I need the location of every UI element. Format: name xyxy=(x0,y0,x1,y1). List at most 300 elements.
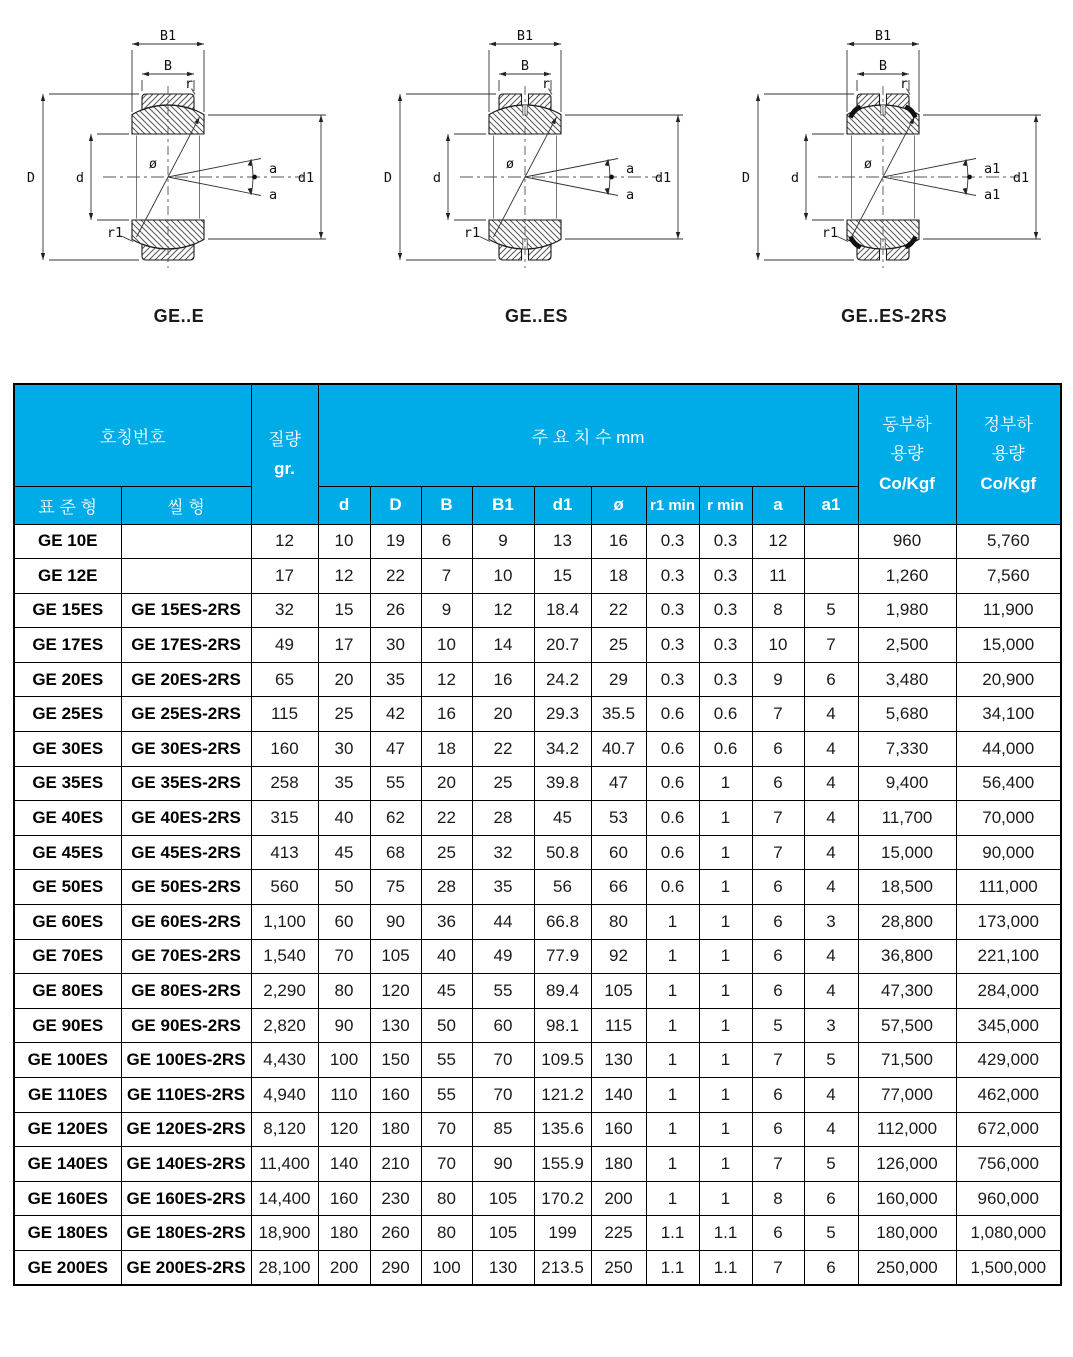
cell-value: 60 xyxy=(318,905,370,940)
cell-value: 66.8 xyxy=(534,905,591,940)
header-mass-kr: 질량 xyxy=(268,429,301,449)
dim-label-r: r xyxy=(184,76,193,92)
cell-value: 199 xyxy=(534,1216,591,1251)
cell-value: 28 xyxy=(421,870,472,905)
cell-standard-type: GE 120ES xyxy=(14,1112,121,1147)
cell-value: 47 xyxy=(370,732,421,767)
cell-value: 40 xyxy=(318,801,370,836)
cell-value: 1,100 xyxy=(251,905,318,940)
cell-value: 28,800 xyxy=(858,905,956,940)
cell-value: 62 xyxy=(370,801,421,836)
cell-value: 56,400 xyxy=(956,766,1061,801)
cell-value: 120 xyxy=(370,974,421,1009)
cell-value: 4 xyxy=(804,1078,858,1113)
cell-value: 75 xyxy=(370,870,421,905)
cell-value: 100 xyxy=(318,1043,370,1078)
cell-value: 32 xyxy=(472,835,534,870)
cell-value: 53 xyxy=(591,801,646,836)
cell-value: 213.5 xyxy=(534,1250,591,1285)
cell-value: 20,900 xyxy=(956,662,1061,697)
cell-value: 1 xyxy=(699,1043,752,1078)
dim-label-D: D xyxy=(384,170,393,186)
dim-label-b: B xyxy=(521,58,530,74)
cell-value: 70 xyxy=(472,1078,534,1113)
cell-standard-type: GE 45ES xyxy=(14,835,121,870)
cell-value: 30 xyxy=(318,732,370,767)
cell-value: 35 xyxy=(472,870,534,905)
cell-value: 0.3 xyxy=(699,628,752,663)
table-row xyxy=(14,732,1061,767)
cell-value: 35 xyxy=(318,766,370,801)
cell-value: 70 xyxy=(421,1147,472,1182)
cell-value: 8,120 xyxy=(251,1112,318,1147)
cell-value: 0.3 xyxy=(646,593,699,628)
table-row xyxy=(14,905,1061,940)
cell-standard-type: GE 12E xyxy=(14,559,121,594)
cell-standard-type: GE 200ES xyxy=(14,1250,121,1285)
cell-seal-type: GE 60ES-2RS xyxy=(121,905,251,940)
cell-value: 0.3 xyxy=(699,662,752,697)
cell-value: 4,940 xyxy=(251,1078,318,1113)
cell-seal-type: GE 180ES-2RS xyxy=(121,1216,251,1251)
col-header-d1: d1 xyxy=(534,486,591,524)
cell-value: 10 xyxy=(752,628,804,663)
cell-value: 462,000 xyxy=(956,1078,1061,1113)
cell-value: 130 xyxy=(472,1250,534,1285)
table-body xyxy=(14,524,1061,1285)
dim-label-angle-lower: a xyxy=(268,187,277,203)
cell-value: 18,500 xyxy=(858,870,956,905)
cell-value: 1,980 xyxy=(858,593,956,628)
cell-value: 260 xyxy=(370,1216,421,1251)
diagram-caption: GE..E xyxy=(153,306,205,326)
cell-value: 7 xyxy=(804,628,858,663)
cell-seal-type xyxy=(121,559,251,594)
cell-value: 12 xyxy=(318,559,370,594)
cell-value: 65 xyxy=(251,662,318,697)
cell-value: 5,680 xyxy=(858,697,956,732)
cell-value: 30 xyxy=(370,628,421,663)
cell-value: 0.3 xyxy=(646,628,699,663)
table-row xyxy=(14,939,1061,974)
cell-value: 112,000 xyxy=(858,1112,956,1147)
header-static-load-unit: Co/Kgf xyxy=(980,474,1037,494)
cell-value: 15,000 xyxy=(858,835,956,870)
cell-value: 960,000 xyxy=(956,1181,1061,1216)
cell-value: 126,000 xyxy=(858,1147,956,1182)
cell-value: 155.9 xyxy=(534,1147,591,1182)
table-row xyxy=(14,1112,1061,1147)
cell-value: 18,900 xyxy=(251,1216,318,1251)
cell-value: 66 xyxy=(591,870,646,905)
table-row xyxy=(14,1216,1061,1251)
header-dynamic-load xyxy=(858,384,956,524)
cell-value xyxy=(804,524,858,559)
cell-value: 1 xyxy=(699,1181,752,1216)
cell-value: 11,400 xyxy=(251,1147,318,1182)
cell-value: 22 xyxy=(370,559,421,594)
cell-value: 60 xyxy=(472,1008,534,1043)
table-row xyxy=(14,662,1061,697)
cell-value: 80 xyxy=(318,974,370,1009)
cell-value: 40 xyxy=(421,939,472,974)
cell-value: 9 xyxy=(421,593,472,628)
cell-value: 672,000 xyxy=(956,1112,1061,1147)
cell-value: 170.2 xyxy=(534,1181,591,1216)
cell-standard-type: GE 20ES xyxy=(14,662,121,697)
cell-value: 180 xyxy=(591,1147,646,1182)
table-row xyxy=(14,1181,1061,1216)
cell-value: 121.2 xyxy=(534,1078,591,1113)
cell-value: 1 xyxy=(646,1078,699,1113)
cell-value: 4 xyxy=(804,697,858,732)
cell-value: 0.6 xyxy=(646,801,699,836)
cell-value: 290 xyxy=(370,1250,421,1285)
cell-value: 0.6 xyxy=(699,732,752,767)
cell-value: 16 xyxy=(591,524,646,559)
cell-value: 110 xyxy=(318,1078,370,1113)
dim-label-angle-upper: a1 xyxy=(984,161,1001,177)
cell-value: 17 xyxy=(251,559,318,594)
cell-seal-type: GE 25ES-2RS xyxy=(121,697,251,732)
cell-standard-type: GE 110ES xyxy=(14,1078,121,1113)
cell-value: 5 xyxy=(752,1008,804,1043)
cell-value: 50.8 xyxy=(534,835,591,870)
cell-value: 18.4 xyxy=(534,593,591,628)
cell-value: 90 xyxy=(472,1147,534,1182)
cell-value: 180 xyxy=(318,1216,370,1251)
cell-value: 15 xyxy=(318,593,370,628)
cell-value: 1 xyxy=(699,801,752,836)
cell-value: 55 xyxy=(472,974,534,1009)
table-row xyxy=(14,1008,1061,1043)
col-header-r1-min: r1 min xyxy=(646,486,699,524)
cell-value: 55 xyxy=(370,766,421,801)
cell-value: 120 xyxy=(318,1112,370,1147)
dim-label-sphere: ø xyxy=(506,156,515,172)
cell-value: 5 xyxy=(804,1216,858,1251)
cell-value: 105 xyxy=(370,939,421,974)
table-row xyxy=(14,1147,1061,1182)
cell-value: 24.2 xyxy=(534,662,591,697)
cell-value: 17 xyxy=(318,628,370,663)
cell-value: 0.3 xyxy=(646,662,699,697)
cell-value: 1 xyxy=(699,766,752,801)
cell-value: 56 xyxy=(534,870,591,905)
table-row xyxy=(14,559,1061,594)
cell-value: 7 xyxy=(752,1250,804,1285)
cell-value: 960 xyxy=(858,524,956,559)
cell-seal-type: GE 35ES-2RS xyxy=(121,766,251,801)
cell-value: 34,100 xyxy=(956,697,1061,732)
cell-value: 11,900 xyxy=(956,593,1061,628)
cell-value: 173,000 xyxy=(956,905,1061,940)
cell-value: 47,300 xyxy=(858,974,956,1009)
cell-value: 210 xyxy=(370,1147,421,1182)
cell-value: 6 xyxy=(752,939,804,974)
cell-value: 18 xyxy=(591,559,646,594)
cell-value: 13 xyxy=(534,524,591,559)
cell-value: 0.6 xyxy=(699,697,752,732)
cell-value: 1.1 xyxy=(646,1250,699,1285)
cell-standard-type: GE 100ES xyxy=(14,1043,121,1078)
dim-label-sphere: ø xyxy=(864,156,873,172)
cell-value: 26 xyxy=(370,593,421,628)
cell-value: 7,330 xyxy=(858,732,956,767)
cell-seal-type: GE 140ES-2RS xyxy=(121,1147,251,1182)
dim-label-r1: r1 xyxy=(106,225,123,241)
dim-label-b1: B1 xyxy=(159,28,176,44)
cell-value: 1 xyxy=(699,1112,752,1147)
cell-value: 160,000 xyxy=(858,1181,956,1216)
table-row xyxy=(14,974,1061,1009)
cell-value: 1,260 xyxy=(858,559,956,594)
cell-seal-type: GE 100ES-2RS xyxy=(121,1043,251,1078)
dim-label-angle-upper: a xyxy=(626,161,635,177)
table-row xyxy=(14,1043,1061,1078)
cell-standard-type: GE 50ES xyxy=(14,870,121,905)
cell-value: 22 xyxy=(472,732,534,767)
cell-value: 50 xyxy=(318,870,370,905)
cell-value: 36 xyxy=(421,905,472,940)
dim-label-b1: B1 xyxy=(517,28,534,44)
cell-value: 0.3 xyxy=(699,593,752,628)
cell-value: 4 xyxy=(804,732,858,767)
cell-value: 180,000 xyxy=(858,1216,956,1251)
cell-value: 160 xyxy=(591,1112,646,1147)
cell-seal-type: GE 80ES-2RS xyxy=(121,974,251,1009)
cell-value: 560 xyxy=(251,870,318,905)
bearing-diagrams xyxy=(0,0,1073,327)
cell-value: 6 xyxy=(804,1181,858,1216)
cell-value: 11 xyxy=(752,559,804,594)
cell-standard-type: GE 180ES xyxy=(14,1216,121,1251)
cell-value: 9,400 xyxy=(858,766,956,801)
cell-value: 12 xyxy=(472,593,534,628)
dim-label-r1: r1 xyxy=(822,225,839,241)
diagram-caption: GE..ES-2RS xyxy=(841,306,948,326)
cell-standard-type: GE 35ES xyxy=(14,766,121,801)
header-static-load xyxy=(956,384,1061,524)
cell-value: 1 xyxy=(699,1008,752,1043)
cell-value: 100 xyxy=(421,1250,472,1285)
cell-value: 6 xyxy=(752,766,804,801)
cell-value: 77.9 xyxy=(534,939,591,974)
header-mass-unit: gr. xyxy=(274,459,295,479)
cell-value: 7 xyxy=(752,1147,804,1182)
cell-value: 345,000 xyxy=(956,1008,1061,1043)
cell-value: 60 xyxy=(591,835,646,870)
cell-standard-type: GE 17ES xyxy=(14,628,121,663)
cell-value: 0.3 xyxy=(699,559,752,594)
bearing-spec-table xyxy=(13,383,1062,1286)
cell-value: 4 xyxy=(804,870,858,905)
cell-value: 0.3 xyxy=(646,559,699,594)
cell-value xyxy=(804,559,858,594)
cell-value: 0.6 xyxy=(646,732,699,767)
cell-value: 6 xyxy=(752,905,804,940)
cell-value: 25 xyxy=(591,628,646,663)
cell-value: 40.7 xyxy=(591,732,646,767)
bearing-drawing-ge-e xyxy=(3,10,355,300)
cell-value: 4 xyxy=(804,801,858,836)
cell-value: 18 xyxy=(421,732,472,767)
cell-value: 12 xyxy=(251,524,318,559)
cell-value: 22 xyxy=(591,593,646,628)
table-row xyxy=(14,1250,1061,1285)
cell-value: 8 xyxy=(752,1181,804,1216)
cell-value: 250,000 xyxy=(858,1250,956,1285)
dim-label-D: D xyxy=(742,170,751,186)
header-static-load-line2: 용량 xyxy=(991,444,1025,464)
dim-label-sphere: ø xyxy=(148,156,157,172)
cell-value: 80 xyxy=(421,1216,472,1251)
cell-value: 7 xyxy=(752,697,804,732)
cell-value: 20 xyxy=(472,697,534,732)
cell-value: 105 xyxy=(472,1181,534,1216)
cell-standard-type: GE 90ES xyxy=(14,1008,121,1043)
cell-value: 35 xyxy=(370,662,421,697)
cell-value: 105 xyxy=(591,974,646,1009)
cell-value: 429,000 xyxy=(956,1043,1061,1078)
table-row xyxy=(14,593,1061,628)
cell-seal-type: GE 17ES-2RS xyxy=(121,628,251,663)
header-static-load-line1: 정부하 xyxy=(983,414,1033,434)
cell-seal-type: GE 30ES-2RS xyxy=(121,732,251,767)
cell-value: 130 xyxy=(370,1008,421,1043)
cell-value: 5 xyxy=(804,1147,858,1182)
cell-value: 4 xyxy=(804,835,858,870)
col-header-B: B xyxy=(421,486,472,524)
cell-value: 1.1 xyxy=(699,1250,752,1285)
table-row xyxy=(14,835,1061,870)
cell-value: 50 xyxy=(421,1008,472,1043)
cell-value: 1 xyxy=(699,905,752,940)
col-header-standard-type: 표 준 형 xyxy=(14,486,121,524)
cell-standard-type: GE 40ES xyxy=(14,801,121,836)
cell-value: 6 xyxy=(804,1250,858,1285)
cell-seal-type: GE 200ES-2RS xyxy=(121,1250,251,1285)
cell-seal-type: GE 120ES-2RS xyxy=(121,1112,251,1147)
cell-value: 2,500 xyxy=(858,628,956,663)
cell-value: 0.6 xyxy=(646,835,699,870)
cell-value: 230 xyxy=(370,1181,421,1216)
cell-value: 135.6 xyxy=(534,1112,591,1147)
col-header-D: D xyxy=(370,486,421,524)
cell-value: 3 xyxy=(804,1008,858,1043)
cell-value: 250 xyxy=(591,1250,646,1285)
cell-value: 1 xyxy=(699,1147,752,1182)
cell-value: 140 xyxy=(318,1147,370,1182)
cell-value: 16 xyxy=(472,662,534,697)
table-row xyxy=(14,870,1061,905)
diagram-caption: GE..ES xyxy=(504,306,568,326)
cell-value: 35.5 xyxy=(591,697,646,732)
cell-value: 5 xyxy=(804,1043,858,1078)
cell-value: 180 xyxy=(370,1112,421,1147)
cell-value: 70 xyxy=(472,1043,534,1078)
cell-value: 150 xyxy=(370,1043,421,1078)
cell-value: 7 xyxy=(752,835,804,870)
cell-seal-type: GE 15ES-2RS xyxy=(121,593,251,628)
dim-label-r: r xyxy=(900,76,909,92)
cell-value: 160 xyxy=(318,1181,370,1216)
cell-value: 28,100 xyxy=(251,1250,318,1285)
cell-standard-type: GE 60ES xyxy=(14,905,121,940)
cell-value: 4 xyxy=(804,939,858,974)
cell-value: 1 xyxy=(646,1043,699,1078)
dim-label-b: B xyxy=(163,58,172,74)
table-row xyxy=(14,697,1061,732)
cell-value: 115 xyxy=(591,1008,646,1043)
cell-value: 4 xyxy=(804,1112,858,1147)
cell-value: 9 xyxy=(752,662,804,697)
cell-value: 0.3 xyxy=(699,524,752,559)
cell-value: 1 xyxy=(646,974,699,1009)
cell-standard-type: GE 25ES xyxy=(14,697,121,732)
cell-standard-type: GE 70ES xyxy=(14,939,121,974)
cell-value: 160 xyxy=(370,1078,421,1113)
table-row xyxy=(14,524,1061,559)
cell-value: 44,000 xyxy=(956,732,1061,767)
cell-value: 85 xyxy=(472,1112,534,1147)
cell-value: 44 xyxy=(472,905,534,940)
cell-value: 45 xyxy=(421,974,472,1009)
cell-value: 10 xyxy=(472,559,534,594)
dim-label-d: d xyxy=(791,170,800,186)
cell-value: 9 xyxy=(472,524,534,559)
dim-label-b: B xyxy=(879,58,888,74)
cell-value: 89.4 xyxy=(534,974,591,1009)
cell-seal-type: GE 160ES-2RS xyxy=(121,1181,251,1216)
cell-value: 22 xyxy=(421,801,472,836)
cell-value: 90 xyxy=(370,905,421,940)
cell-value: 1.1 xyxy=(646,1216,699,1251)
col-header-r-min: r min xyxy=(699,486,752,524)
cell-value: 15 xyxy=(534,559,591,594)
cell-value: 1 xyxy=(699,939,752,974)
cell-value: 71,500 xyxy=(858,1043,956,1078)
col-header-sphere: ø xyxy=(591,486,646,524)
col-header-seal-type: 씰 형 xyxy=(121,486,251,524)
cell-value: 1 xyxy=(699,870,752,905)
cell-value: 55 xyxy=(421,1043,472,1078)
cell-value: 200 xyxy=(318,1250,370,1285)
cell-value: 0.6 xyxy=(646,870,699,905)
cell-value: 4 xyxy=(804,766,858,801)
cell-value: 14 xyxy=(472,628,534,663)
dim-label-r: r xyxy=(542,76,551,92)
cell-value: 6 xyxy=(752,974,804,1009)
cell-value: 6 xyxy=(752,732,804,767)
dim-label-d1: d1 xyxy=(297,170,314,186)
cell-value: 225 xyxy=(591,1216,646,1251)
cell-standard-type: GE 140ES xyxy=(14,1147,121,1182)
cell-value: 20.7 xyxy=(534,628,591,663)
cell-value: 20 xyxy=(421,766,472,801)
cell-seal-type: GE 110ES-2RS xyxy=(121,1078,251,1113)
cell-value: 0.3 xyxy=(646,524,699,559)
cell-value: 55 xyxy=(421,1078,472,1113)
cell-value: 1 xyxy=(699,835,752,870)
cell-value: 20 xyxy=(318,662,370,697)
cell-value: 6 xyxy=(752,870,804,905)
cell-value: 160 xyxy=(251,732,318,767)
cell-seal-type: GE 90ES-2RS xyxy=(121,1008,251,1043)
header-dimensions: 주 요 치 수 mm xyxy=(318,384,858,486)
cell-value: 221,100 xyxy=(956,939,1061,974)
cell-value: 6 xyxy=(752,1078,804,1113)
